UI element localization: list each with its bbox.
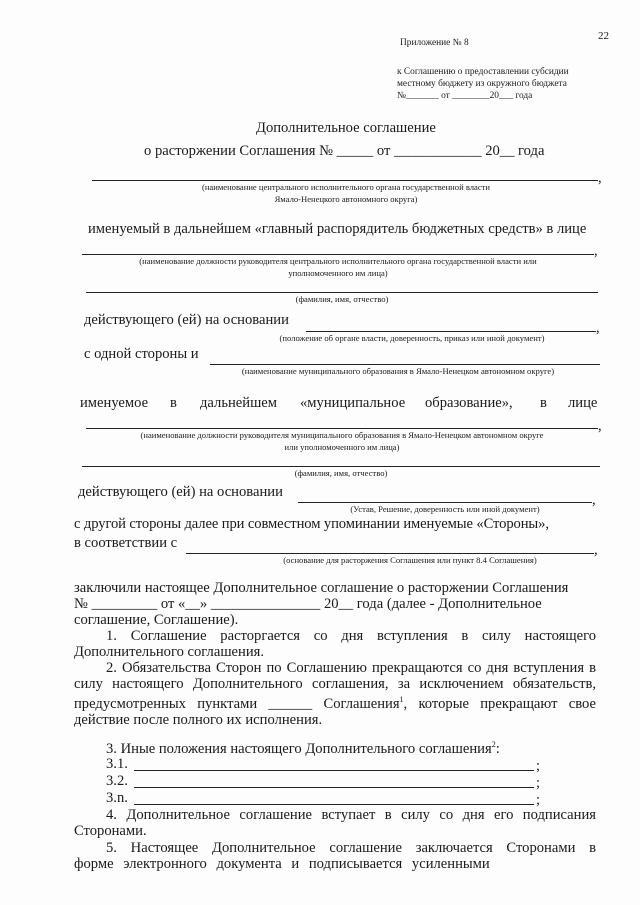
page-number: 22: [598, 30, 609, 42]
comma: ,: [598, 418, 602, 434]
named-mo-5: образование»,: [425, 395, 513, 411]
clause-1: 1. Соглашение расторгается со дня вступления в силу настоящего Дополнительного соглашения.: [74, 628, 596, 661]
clause-4: 4. Дополнительное соглашение вступает в силу со дня его подписания Сторонами.: [74, 807, 596, 840]
named-mo-6: в: [540, 395, 547, 411]
field-clause-3-1[interactable]: [134, 770, 534, 771]
concluded-line-3: соглашение, Соглашение).: [74, 612, 239, 628]
comma: ,: [598, 170, 602, 186]
comma: ,: [594, 542, 598, 558]
acting-basis-label: действующего (ей) на основании: [84, 312, 289, 328]
semicolon: ;: [536, 775, 541, 791]
hint-mo-position: (наименование должности руководителя муниципального образования в Ямало-Ненецком автономном округе: [140, 430, 544, 440]
clause-3: 3. Иные положения настоящего Дополнительного соглашения$^2$:: [106, 740, 500, 757]
semicolon: ;: [536, 758, 541, 774]
field-clause-3-n[interactable]: [134, 804, 534, 805]
document-subtitle: о расторжении Соглашения № _____ от ____________ 20__ года: [144, 143, 545, 159]
field-termination-basis[interactable]: [186, 553, 594, 554]
hint-municipality: (наименование муниципального образования в Ямало-Ненецком автономном округе): [241, 366, 555, 376]
field-clause-3-2[interactable]: [134, 787, 534, 788]
hint-termination-basis: (основание для расторжения Соглашения или пункт 8.4 Соглашения): [283, 555, 537, 565]
hint-acting-basis-2: (Устав, Решение, доверенность или иной документ): [350, 504, 540, 514]
field-mo-position[interactable]: [86, 428, 598, 429]
field-mo-fio[interactable]: [82, 466, 600, 467]
field-acting-basis-2[interactable]: [298, 502, 592, 503]
named-mo-4: «муниципальное: [300, 395, 406, 411]
appendix-line-2: местному бюджету из окружного бюджета: [397, 79, 567, 89]
field-chief-fio[interactable]: [86, 292, 598, 293]
comma: ,: [592, 492, 596, 508]
concluded-line-1: заключили настоящее Дополнительное соглашение о расторжении Соглашения: [74, 580, 569, 596]
document-title: Дополнительное соглашение: [256, 120, 436, 136]
field-chief-position[interactable]: [82, 254, 594, 255]
named-mo-1: именуемое: [80, 395, 149, 411]
clause-3-n-label: 3.n.: [106, 790, 128, 806]
appendix-title: Приложение № 8: [400, 38, 469, 48]
hint-chief-position-2: уполномоченного им лица): [288, 268, 388, 278]
field-acting-basis-1[interactable]: [306, 331, 596, 332]
clause-3-2-label: 3.2.: [106, 773, 128, 789]
clause-5: 5. Настоящее Дополнительное соглашение заключается Сторонами в форме электронного документа и подписывается усиленными: [74, 840, 596, 873]
named-mo-7: лице: [568, 395, 598, 411]
clause-2: 2. Обязательства Сторон по Соглашению прекращаются со дня вступления в силу настоящего Дополнительного соглашения, за исключением обязательств, предусмотренных пунктами ______ Соглашения$^1$, которые прекращают свое действие после полного их исполнения.: [74, 660, 596, 729]
one-side-label: с одной стороны и: [84, 346, 199, 362]
hint-mo-fio: (фамилия, имя, отчество): [294, 468, 388, 478]
hint-acting-basis-1: (положение об органе власти, доверенность, приказ или иной документ): [279, 333, 545, 343]
concluded-line-2: № _________ от «__» _______________ 20__ года (далее - Дополнительное: [74, 596, 542, 612]
semicolon: ;: [536, 792, 541, 808]
hint-chief-fio: (фамилия, имя, отчество): [295, 294, 389, 304]
named-mo-2: в: [170, 395, 177, 411]
field-municipality[interactable]: [210, 364, 600, 365]
appendix-line-1: к Соглашению о предоставлении субсидии: [397, 67, 569, 77]
comma: ,: [594, 243, 598, 259]
hint-central-authority-2: Ямало-Ненецкого автономного округа): [274, 194, 418, 204]
accordance-label: в соответствии с: [74, 535, 178, 551]
hint-central-authority: (наименование центрального исполнительного органа государственной власти: [201, 182, 491, 192]
appendix-line-3: №_______ от ________20___ года: [397, 91, 533, 101]
clause-3-1-label: 3.1.: [106, 756, 128, 772]
comma: ,: [596, 320, 600, 336]
named-chief-administrator: именуемый в дальнейшем «главный распорядитель бюджетных средств» в лице: [88, 221, 587, 237]
field-central-authority[interactable]: [92, 180, 598, 181]
hint-chief-position: (наименование должности руководителя центрального исполнительного органа государственной власти или: [139, 256, 537, 266]
hint-mo-position-2: или уполномоченного им лица): [284, 442, 400, 452]
acting-basis-label-2: действующего (ей) на основании: [78, 484, 283, 500]
named-mo-3: дальнейшем: [200, 395, 278, 411]
other-side-text: с другой стороны далее при совместном упоминании именуемые «Стороны»,: [74, 516, 549, 532]
